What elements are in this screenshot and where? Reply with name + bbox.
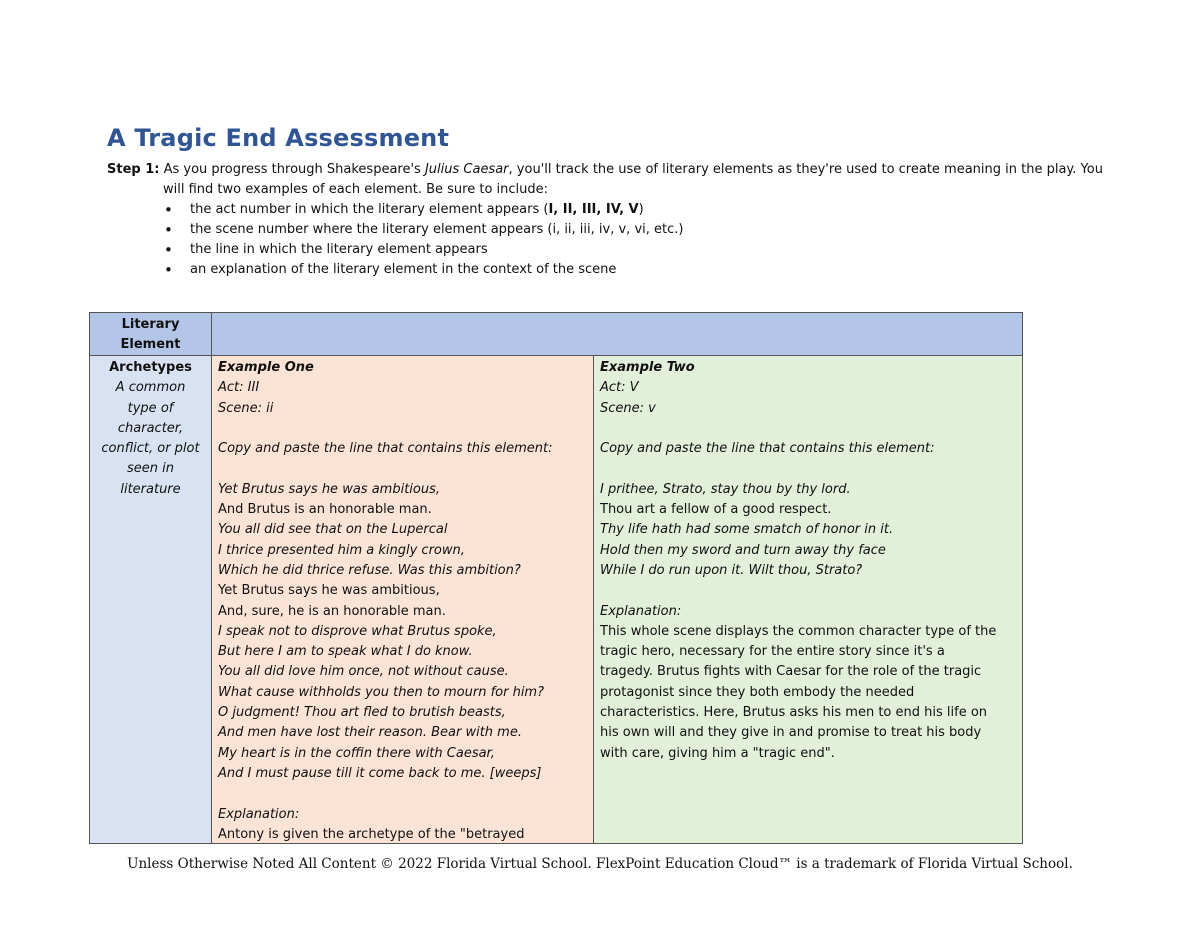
list-item <box>190 200 1097 220</box>
bullet-text: the act number in which the literary element appears ( <box>190 202 549 217</box>
quote-line: My heart is in the coffin there with Caesar, <box>218 745 495 761</box>
example-one-heading: Example One <box>218 360 314 375</box>
desc-line: character, <box>117 420 184 436</box>
quote-line: Hold then my sword and turn away thy face <box>600 542 886 558</box>
quote-line: I thrice presented him a kingly crown, <box>218 542 465 558</box>
example-one-act: Act: III <box>218 380 260 396</box>
desc-line: seen in <box>127 461 174 477</box>
example-two-quote <box>600 480 1016 581</box>
spacer <box>218 784 587 804</box>
quote-line: And men have lost their reason. Bear with me. <box>218 725 522 741</box>
desc-line: literature <box>120 481 181 497</box>
quote-line: While I do run upon it. Wilt thou, Strato? <box>600 562 863 578</box>
header-literary-element <box>90 313 212 356</box>
quote-line: Thou art a fellow of a good respect. <box>600 502 832 518</box>
example-one-explanation: Antony is given the archetype of the "betrayed <box>218 826 525 842</box>
quote-line: And I must pause till it come back to me. [weeps] <box>218 765 542 781</box>
list-item: • an explanation of the literary element in the context of the scene <box>190 260 1097 280</box>
desc-line: conflict, or plot <box>101 441 200 457</box>
desc-line: A common <box>115 380 186 396</box>
explanation-line: his own will and they give in and promise to treat his body <box>600 725 982 741</box>
explanation-line: tragic hero, necessary for the entire story since it's a <box>600 644 945 660</box>
header-blank <box>212 313 1022 356</box>
step-label: Step 1: <box>107 162 160 177</box>
example-two-cell <box>594 356 1022 843</box>
quote-line: I speak not to disprove what Brutus spoke, <box>218 623 497 639</box>
play-title: Julius Caesar <box>424 162 509 177</box>
step-1-line <box>107 160 1103 180</box>
header-line: Literary <box>121 317 180 332</box>
copyright-footer: Unless Otherwise Noted All Content © 2022 Florida Virtual School. FlexPoint Education Cloud™ is a trademark of Florida Virtual School. <box>127 856 1073 872</box>
act-numerals: I, II, III, IV, V <box>548 202 639 217</box>
example-one-explanation-label: Explanation: <box>218 806 300 822</box>
quote-line: And, sure, he is an honorable man. <box>218 603 446 619</box>
spacer <box>600 459 1016 479</box>
example-one-cell <box>212 356 594 843</box>
instructions <box>107 160 1103 280</box>
quote-line: What cause withholds you then to mourn for him? <box>218 684 544 700</box>
literary-elements-table <box>89 312 1023 844</box>
spacer <box>218 459 587 479</box>
quote-line: You all did love him once, not without cause. <box>218 664 509 680</box>
example-one-copy-prompt: Copy and paste the line that contains this element: <box>218 441 553 457</box>
explanation-line: with care, giving him a "tragic end". <box>600 745 835 761</box>
quote-line: Yet Brutus says he was ambitious, <box>218 481 440 497</box>
example-two-heading: Example Two <box>600 360 695 375</box>
quote-line: Which he did thrice refuse. Was this ambition? <box>218 562 521 578</box>
element-name: Archetypes <box>109 360 192 375</box>
example-one-scene: Scene: ii <box>218 400 274 416</box>
explanation-line: This whole scene displays the common character type of the <box>600 623 997 639</box>
example-two-explanation <box>600 622 1016 764</box>
explanation-line: characteristics. Here, Brutus asks his men to end his life on <box>600 705 988 721</box>
quote-line: O judgment! Thou art fled to brutish beasts, <box>218 705 506 721</box>
list-item: • the line in which the literary element appears <box>190 240 1097 260</box>
element-description <box>94 378 207 500</box>
example-two-scene: Scene: v <box>600 400 656 416</box>
element-cell-archetypes <box>90 356 212 843</box>
step-text-after: , you'll track the use of literary elements as they're used to create meaning in the play. You <box>508 162 1103 177</box>
quote-line: But here I am to speak what I do know. <box>218 644 473 660</box>
header-line: Element <box>120 337 181 352</box>
page-title: A Tragic End Assessment <box>107 124 450 152</box>
requirements-list <box>107 200 1097 280</box>
bullet-text: ) <box>638 202 644 217</box>
explanation-line: tragedy. Brutus fights with Caesar for the role of the tragic <box>600 664 982 680</box>
quote-line: I prithee, Strato, stay thou by thy lord. <box>600 481 851 497</box>
spacer <box>600 419 1016 439</box>
explanation-line: protagonist since they both embody the needed <box>600 684 915 700</box>
quote-line: Yet Brutus says he was ambitious, <box>218 583 440 599</box>
quote-line: You all did see that on the Lupercal <box>218 522 448 538</box>
example-one-quote <box>218 480 587 784</box>
desc-line: type of <box>127 400 174 416</box>
list-item: • the scene number where the literary element appears (i, ii, iii, iv, v, vi, etc.) <box>190 220 1097 240</box>
example-two-copy-prompt: Copy and paste the line that contains this element: <box>600 441 935 457</box>
spacer <box>600 581 1016 601</box>
spacer <box>218 419 587 439</box>
quote-line: Thy life hath had some smatch of honor in it. <box>600 522 894 538</box>
step-continuation: will find two examples of each element. Be sure to include: <box>163 182 549 197</box>
example-two-act: Act: V <box>600 380 639 396</box>
step-text-before: As you progress through Shakespeare's <box>159 162 425 177</box>
example-two-explanation-label: Explanation: <box>600 603 682 619</box>
quote-line: And Brutus is an honorable man. <box>218 502 432 518</box>
